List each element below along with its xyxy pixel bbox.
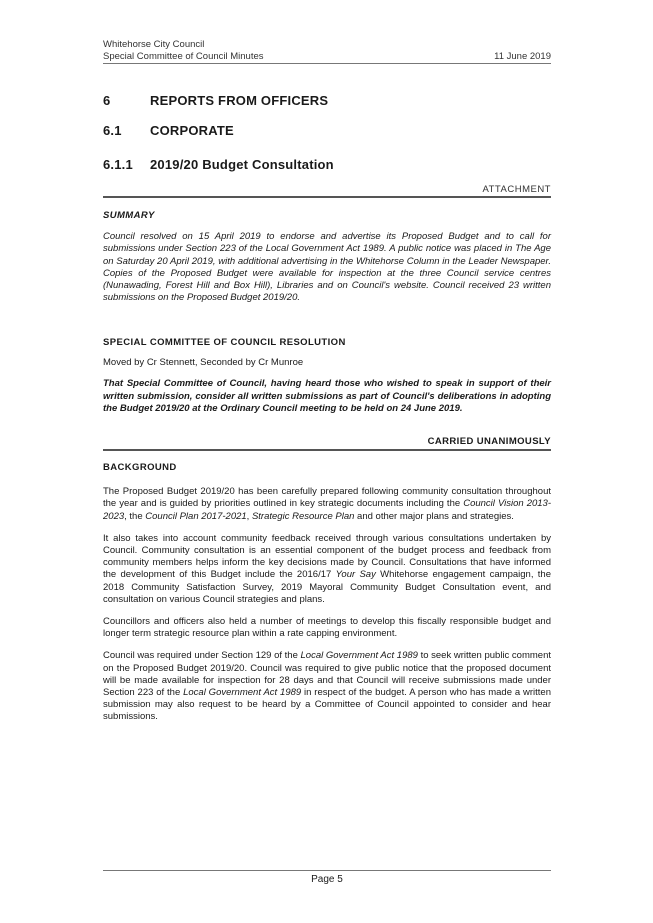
- text-run: Local Government Act 1989: [183, 687, 302, 699]
- summary-section: [103, 210, 551, 304]
- heading-title: 2019/20 Budget Consultation: [150, 157, 334, 172]
- background-heading: BACKGROUND: [103, 462, 177, 473]
- summary-text: Council resolved on 15 April 2019 to endorse and advertise its Proposed Budget and to call for submissions under Section 223 of the Local Government Act 1989. A public notice was placed in The Age on Saturday 20 April 2019, with additional advertising in the Whitehorse Column in the Leader Newspaper. Copies of the Proposed Budget were available for inspection at the three Council service centres (Nunawading, Forest Hill and Box Hill), Libraries and on Council's website. Council received 23 written submissions on the Proposed Budget 2019/20.: [103, 231, 551, 304]
- resolution-text: That Special Committee of Council, having heard those who wished to speak in support of their written submission, consider all written submissions as part of Council's deliberations in adopting the Budget 2019/20 at the Ordinary Council meeting to be held on 24 June 2019.: [103, 378, 551, 414]
- text-run: Strategic Resource Plan: [251, 510, 355, 522]
- heading-title: CORPORATE: [150, 123, 234, 138]
- text-run: , the: [124, 510, 146, 522]
- heading-budget-consultation: [103, 157, 334, 172]
- summary-heading: SUMMARY: [103, 210, 155, 221]
- moved-by: Moved by Cr Stennett, Seconded by Cr Munroe: [103, 357, 304, 369]
- text-run: Local Government Act 1989: [300, 650, 418, 662]
- council-name: Whitehorse City Council: [103, 39, 205, 50]
- text-run: in respect of the budget. A person who has made a written submission may also request to be heard by a Committee of Council appointed to consider and hear submissions.: [103, 687, 551, 723]
- text-run: It also takes into account community feedback received through various consultations undertaken by Council. Community consultation is an essential component of the budget process and feedback from community members helps inform the key decisions made by Council. Consultations that have informed the development of this Budget include the 2016/17: [103, 532, 551, 581]
- background-paragraph-4: [103, 650, 551, 723]
- text-run: Council was required under Section 129 of the: [103, 650, 301, 662]
- page-number: Page 5: [311, 874, 343, 885]
- resolution-divider: [103, 449, 551, 451]
- text-run: Council Plan 2017-2021: [145, 510, 247, 522]
- page-header: [103, 39, 551, 63]
- attachment-divider: [103, 196, 551, 198]
- heading-number: 6.1: [103, 123, 122, 138]
- text-run: Council Vision 2013-2023: [103, 498, 552, 522]
- meeting-date: 11 June 2019: [494, 51, 551, 62]
- background-paragraph-1: [103, 486, 551, 523]
- footer-divider: [103, 870, 551, 871]
- heading-corporate: [103, 123, 234, 138]
- text-run: Whitehorse engagement campaign, the 2018 Community Satisfaction Survey, 2019 Mayoral Community Budget Consultation event, and consultation on various Council strategies and plans.: [103, 569, 551, 605]
- heading-number: 6: [103, 93, 111, 108]
- text-run: The Proposed Budget 2019/20 has been carefully prepared following community consultation throughout the year and is guided by priorities outlined in key strategic documents including the: [103, 486, 551, 510]
- heading-title: REPORTS FROM OFFICERS: [150, 93, 329, 108]
- heading-reports-from-officers: [103, 93, 328, 108]
- background-paragraph-2: [103, 533, 551, 606]
- text-run: Your Say: [335, 569, 376, 581]
- text-run: ,: [246, 510, 252, 522]
- attachment-label: ATTACHMENT: [482, 184, 551, 195]
- header-divider: [103, 63, 551, 64]
- carried-status: CARRIED UNANIMOUSLY: [427, 436, 551, 447]
- resolution-section: [103, 337, 551, 415]
- heading-number: 6.1.1: [103, 157, 133, 172]
- resolution-heading: SPECIAL COMMITTEE OF COUNCIL RESOLUTION: [103, 337, 346, 348]
- background-paragraph-3: Councillors and officers also held a number of meetings to develop this fiscally responsible budget and longer term strategic resource plan within a rate capping environment.: [103, 616, 551, 640]
- text-run: and other major plans and strategies.: [354, 510, 514, 522]
- meeting-title: Special Committee of Council Minutes: [103, 51, 264, 62]
- background-section: [103, 462, 551, 724]
- text-run: to seek written public comment on the Proposed Budget 2019/20. Council was required to give public notice that the proposed document will be made available for inspection for 28 days and that Council will receive submissions made under Section 223 of the: [103, 650, 551, 699]
